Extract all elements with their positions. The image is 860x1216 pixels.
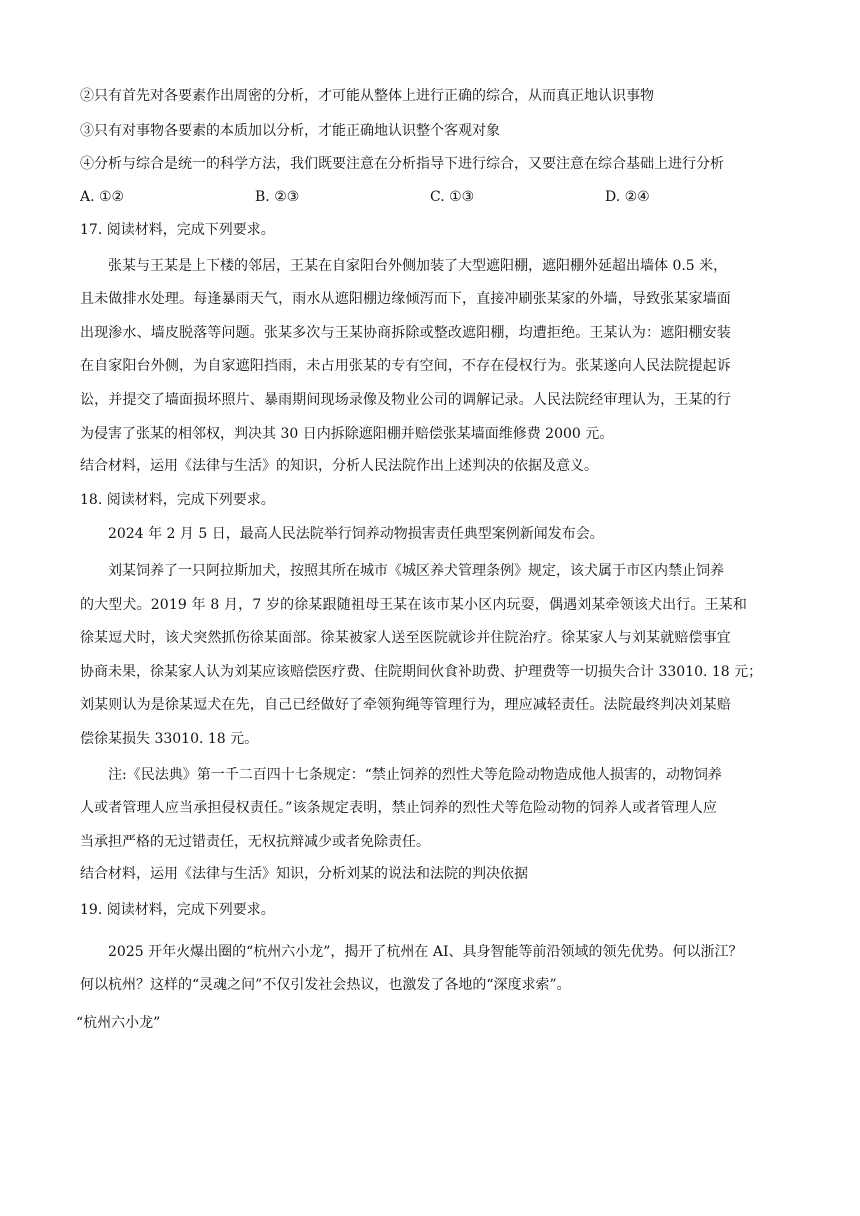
- q18-material-line: 徐某逗犬时，该犬突然抓伤徐某面部。徐某被家人送至医院就诊并住院治疗。徐某家人与刘某就赔偿事宜: [80, 630, 731, 646]
- q18-note-line: 当承担严格的无过错责任，无权抗辩减少或者免除责任。: [80, 834, 430, 850]
- statement-4: ④分析与综合是统一的科学方法，我们既要注意在分析指导下进行综合，又要注意在综合基础上进行分析: [80, 156, 724, 172]
- q18-heading: 18. 阅读材料，完成下列要求。: [80, 492, 275, 508]
- q18-material-line: 的大型犬。2019 年 8 月，7 岁的徐某跟随祖母王某在该市某小区内玩耍，偶遇刘某牵领该犬出行。王某和: [80, 597, 748, 613]
- q18-intro: 2024 年 2 月 5 日，最高人民法院举行饲养动物损害责任典型案例新闻发布会。: [108, 526, 604, 542]
- q19-heading: 19. 阅读材料，完成下列要求。: [80, 902, 275, 918]
- q18-task: 结合材料，运用《法律与生活》知识，分析刘某的说法和法院的判决依据: [80, 866, 528, 882]
- q19-caption: “杭州六小龙”: [76, 1015, 161, 1031]
- q17-material-line: 在自家阳台外侧，为自家遮阳挡雨，未占用张某的专有空间，不存在侵权行为。张某遂向人民法院提起诉: [80, 358, 731, 374]
- q19-material-line: 2025 开年火爆出圈的“杭州六小龙”，揭开了杭州在 AI、具身智能等前沿领域的领先优势。何以浙江？: [108, 944, 743, 960]
- q18-material-line: 协商未果，徐某家人认为刘某应该赔偿医疗费、住院期间伙食补助费、护理费等一切损失合计 33010. 18 元；: [80, 664, 763, 680]
- option-d: D. ②④: [605, 189, 650, 205]
- q17-material-line: 为侵害了张某的相邻权，判决其 30 日内拆除遮阳棚并赔偿张某墙面维修费 2000 元。: [80, 426, 614, 442]
- statement-3: ③只有对事物各要素的本质加以分析，才能正确地认识整个客观对象: [80, 123, 500, 139]
- option-b: B. ②③: [255, 189, 300, 205]
- answer-options: [80, 187, 780, 207]
- q18-note-line: 注:《民法典》第一千二百四十七条规定：“禁止饲养的烈性犬等危险动物造成他人损害的，动物饲养: [108, 767, 722, 783]
- q18-note-line: 人或者管理人应当承担侵权责任。”该条规定表明，禁止饲养的烈性犬等危险动物的饲养人或者管理人应: [80, 800, 718, 816]
- q17-material-line: 讼，并提交了墙面损坏照片、暴雨期间现场录像及物业公司的调解记录。人民法院经审理认为，王某的行: [80, 392, 731, 408]
- q18-material-line: 偿徐某损失 33010. 18 元。: [80, 731, 259, 747]
- q19-material-line: 何以杭州？这样的“灵魂之问”不仅引发社会热议，也激发了各地的“深度求索”。: [80, 977, 571, 993]
- q17-material-line: 张某与王某是上下楼的邻居，王某在自家阳台外侧加装了大型遮阳棚，遮阳棚外延超出墙体 0.5 米，: [108, 258, 728, 274]
- q17-task: 结合材料，运用《法律与生活》的知识，分析人民法院作出上述判决的依据及意义。: [80, 458, 598, 474]
- q17-material-line: 出现渗水、墙皮脱落等问题。张某多次与王某协商拆除或整改遮阳棚，均遭拒绝。王某认为：遮阳棚安装: [80, 325, 731, 341]
- q17-heading: 17. 阅读材料，完成下列要求。: [80, 222, 275, 238]
- q17-material-line: 且未做排水处理。每逢暴雨天气，雨水从遮阳棚边缘倾泻而下，直接冲刷张某家的外墙，导致张某家墙面: [80, 291, 731, 307]
- q18-material-line: 刘某饲养了一只阿拉斯加犬，按照其所在城市《城区养犬管理条例》规定，该犬属于市区内禁止饲养: [108, 563, 724, 579]
- statement-2: ②只有首先对各要素作出周密的分析，才可能从整体上进行正确的综合，从而真正地认识事物: [80, 88, 654, 104]
- option-c: C. ①③: [430, 189, 475, 205]
- q18-material-line: 刘某则认为是徐某逗犬在先，自己已经做好了牵领狗绳等管理行为，理应减轻责任。法院最终判决刘某赔: [80, 697, 731, 713]
- option-a: A. ①②: [80, 189, 125, 205]
